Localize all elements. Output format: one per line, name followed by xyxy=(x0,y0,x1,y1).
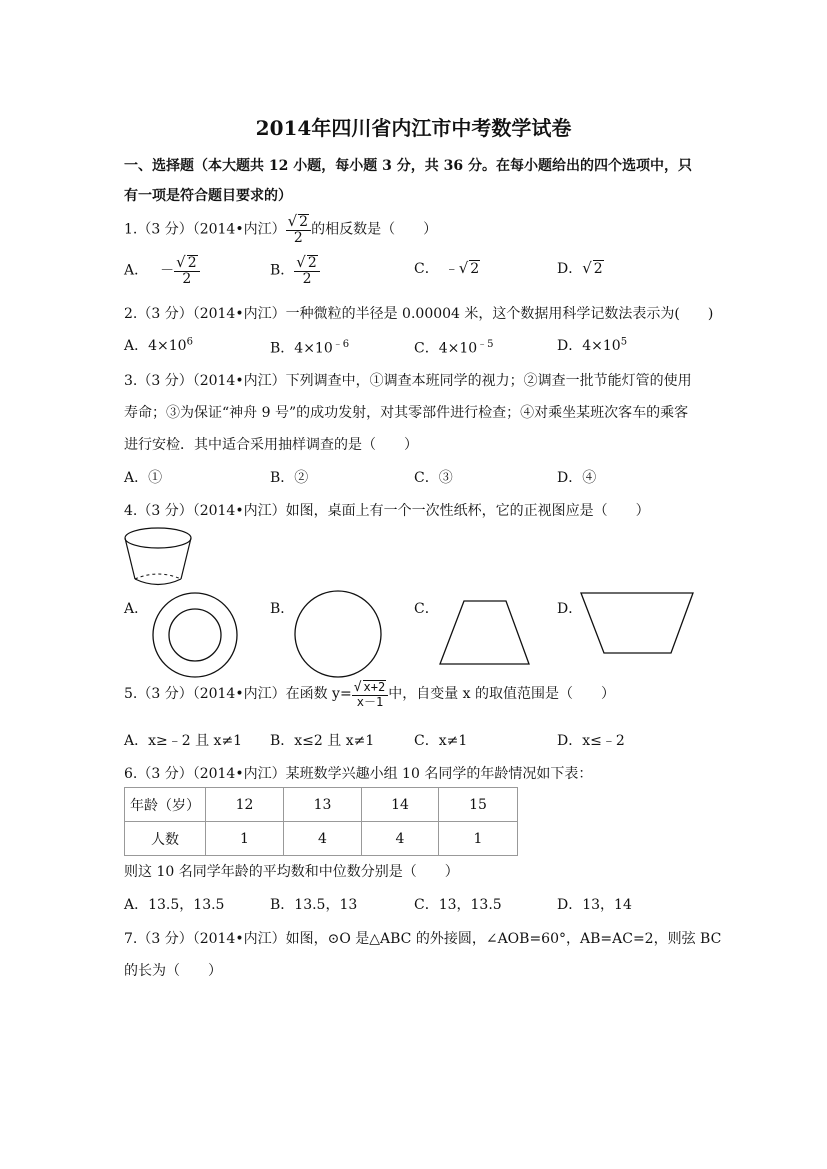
q5-option-a: A．x≥﹣2 且 x≠1 xyxy=(124,733,243,749)
q2-a-text: A．4×10 xyxy=(124,338,187,354)
question-6: 6.（3 分）（2014•内江）某班数学兴趣小组 10 名同学的年龄情况如下表： xyxy=(124,766,593,782)
q1-a-den: 2 xyxy=(182,270,192,287)
q3-option-c: C．③ xyxy=(414,470,453,486)
q2-option-a xyxy=(124,335,193,355)
q4-option-c-figure xyxy=(436,598,536,668)
q1-suffix: 的相反数是（ ） xyxy=(311,221,438,238)
question-7-line2: 的长为（ ） xyxy=(124,963,222,979)
q5-suffix: 中，自变量 x 的取值范围是（ ） xyxy=(388,686,616,703)
q5-option-c: C．x≠1 xyxy=(414,733,468,749)
q1-frac-den: 2 xyxy=(293,229,303,246)
q4-option-c-label: C． xyxy=(414,601,439,617)
q6-option-b: B．13.5，13 xyxy=(270,897,358,913)
q4-option-a-figure xyxy=(150,590,240,680)
q1-option-c: C． ﹣√ 2 xyxy=(414,259,480,277)
q1-d-label: D． xyxy=(557,261,583,277)
page-title: 2014年四川省内江市中考数学试卷 xyxy=(255,116,572,140)
table-cell: 14 xyxy=(362,788,439,822)
table-cell: 15 xyxy=(439,788,518,822)
q2-option-d xyxy=(557,335,627,355)
q3-option-b: B．② xyxy=(270,470,309,486)
question-3-line3: 进行安检．其中适合采用抽样调查的是（ ） xyxy=(124,437,418,453)
q1-b-den: 2 xyxy=(302,270,312,287)
table-cell: 12 xyxy=(206,788,284,822)
q4-option-d-label: D． xyxy=(557,601,583,617)
q3-option-a: A．① xyxy=(124,470,163,486)
q1-option-d: D．√ 2 xyxy=(557,259,603,277)
q1-a-sign: － xyxy=(160,262,175,279)
q6-option-d: D．13，14 xyxy=(557,897,632,913)
q1-a-label: A． xyxy=(124,262,149,279)
q5-numerator: x+2 xyxy=(363,680,386,694)
q6-followup: 则这 10 名同学年龄的平均数和中位数分别是（ ） xyxy=(124,864,459,880)
q1-b-num: 2 xyxy=(307,255,317,271)
table-row xyxy=(125,822,518,856)
question-7-line1: 7.（3 分）（2014•内江）如图，⊙O 是△ABC 的外接圆，∠AOB=60°，AB=AC=2，则弦 BC xyxy=(124,931,722,947)
q5-fraction: $\frac{√ x+2}{x-1}$ xyxy=(352,680,389,708)
q1-a-num: 2 xyxy=(187,255,197,271)
question-3-line2: 寿命；③为保证“神舟 9 号”的成功发射，对其零部件进行检查；④对乘坐某班次客车的乘客 xyxy=(124,405,689,421)
question-4: 4.（3 分）（2014•内江）如图，桌面上有一个一次性纸杯，它的正视图应是（ ） xyxy=(124,503,650,519)
table-cell: 13 xyxy=(284,788,362,822)
age-table xyxy=(124,787,518,856)
q1-c-label: C． xyxy=(414,261,439,277)
q4-option-a-label: A． xyxy=(124,601,149,617)
table-cell: 4 xyxy=(284,822,362,856)
paper-cup-figure xyxy=(118,524,198,590)
q2-option-b xyxy=(270,335,349,358)
q1-option-a: A． － $\frac{√ 2}{2}$ xyxy=(124,255,200,286)
q2-d-exp: 5 xyxy=(620,336,628,348)
q5-denominator: x－1 xyxy=(356,694,384,709)
table-cell: 1 xyxy=(439,822,518,856)
q1-fraction: $\frac{√ 2}{2}$ xyxy=(286,214,311,245)
q2-a-exp: 6 xyxy=(186,336,193,348)
q2-d-text: D．4×10 xyxy=(557,338,621,354)
q2-c-exp: ﹣5 xyxy=(477,339,494,350)
question-1 xyxy=(124,214,437,245)
q1-b-label: B． xyxy=(270,262,295,279)
q1-prefix: 1.（3 分）（2014•内江） xyxy=(124,221,286,238)
q1-c-sign: ﹣ xyxy=(444,261,459,277)
q3-option-d: D．④ xyxy=(557,470,597,486)
q5-option-b: B．x≤2 且 x≠1 xyxy=(270,733,375,749)
table-cell: 4 xyxy=(362,822,439,856)
q2-c-text: C．4×10 xyxy=(414,340,478,357)
q1-c-radicand: 2 xyxy=(470,261,480,277)
q2-b-exp: ﹣6 xyxy=(332,339,350,350)
q4-option-d-figure xyxy=(578,590,698,658)
q5-prefix: 5.（3 分）（2014•内江）在函数 y= xyxy=(124,686,352,703)
table-row xyxy=(125,788,518,822)
q4-option-b-figure xyxy=(292,588,384,680)
table-cell: 1 xyxy=(206,822,284,856)
table-header-cell: 人数 xyxy=(125,822,206,856)
q1-frac-num: 2 xyxy=(299,214,309,230)
q5-option-d: D．x≤﹣2 xyxy=(557,733,625,749)
question-3-line1: 3.（3 分）（2014•内江）下列调查中，①调查本班同学的视力；②调查一批节能灯管的使用 xyxy=(124,373,692,389)
q6-option-c: C．13，13.5 xyxy=(414,897,502,913)
q2-option-c xyxy=(414,335,494,358)
section-heading-line2: 有一项是符合题目要求的） xyxy=(124,188,292,204)
q1-d-radicand: 2 xyxy=(593,261,603,277)
q6-option-a: A．13.5，13.5 xyxy=(124,897,225,913)
section-heading-line1: 一、选择题（本大题共 12 小题，每小题 3 分，共 36 分。在每小题给出的四个选项中，只 xyxy=(124,158,692,174)
q1-option-b: B． $\frac{√ 2}{2}$ xyxy=(270,255,320,286)
question-2: 2.（3 分）（2014•内江）一种微粒的半径是 0.00004 米，这个数据用科学记数法表示为( ) xyxy=(124,306,714,322)
question-5 xyxy=(124,680,615,708)
table-header-cell: 年龄（岁） xyxy=(125,788,206,822)
q4-option-b-label: B． xyxy=(270,601,295,617)
q2-b-text: B．4×10 xyxy=(270,340,333,357)
